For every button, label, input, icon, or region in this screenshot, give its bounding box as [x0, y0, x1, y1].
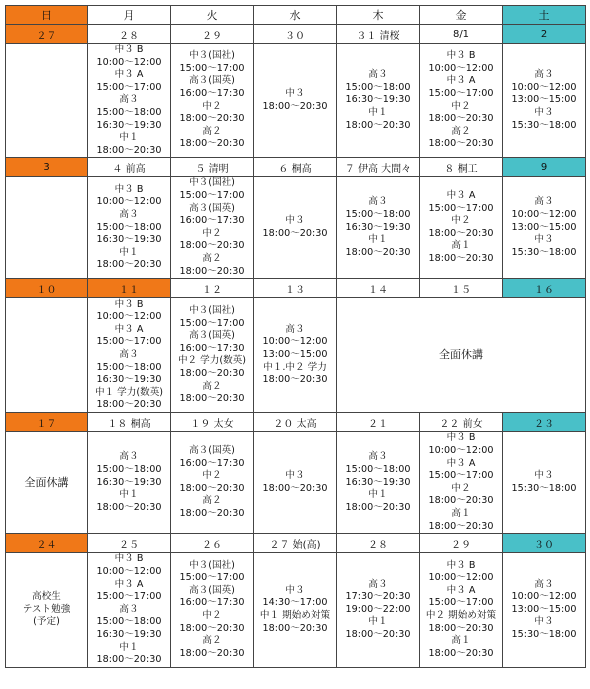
date-cell: １０	[6, 279, 88, 298]
date-cell: ３１ 清桜	[337, 25, 420, 44]
date-cell: ２０ 太高	[254, 413, 337, 432]
schedule-cell: 中３ A 15:00～17:00 中２ 18:00～20:30 高１ 18:00～20:30	[420, 177, 503, 279]
date-cell: ２６	[171, 534, 254, 553]
schedule-cell: 中３ 14:30～17:00 中１ 期始め対策 18:00～20:30	[254, 553, 337, 667]
weekday-thu: 木	[337, 6, 420, 25]
schedule-cell	[6, 44, 88, 158]
date-cell: １７	[6, 413, 88, 432]
date-cell: ５ 清明	[171, 158, 254, 177]
date-cell: １２	[171, 279, 254, 298]
date-cell: ２２ 前女	[420, 413, 503, 432]
schedule-row	[6, 177, 586, 279]
schedule-calendar	[5, 5, 586, 668]
date-cell: 3	[6, 158, 88, 177]
date-cell: ２８	[88, 25, 171, 44]
schedule-cell: 中３ 18:00～20:30	[254, 432, 337, 534]
date-cell: ２１	[337, 413, 420, 432]
schedule-cell: 高３ 15:00～18:00 16:30～19:30 中１ 18:00～20:30	[337, 44, 420, 158]
date-cell: ２４	[6, 534, 88, 553]
date-row	[6, 25, 586, 44]
schedule-cell	[6, 177, 88, 279]
date-cell: １３	[254, 279, 337, 298]
date-cell: ２７	[6, 25, 88, 44]
schedule-cell: 中３ B 10:00～12:00 中３ A 15:00～17:00 中２ 期始め対策 18:00～20:30 高１ 18:00～20:30	[420, 553, 503, 667]
date-cell: ２８	[337, 534, 420, 553]
weekday-fri: 金	[420, 6, 503, 25]
date-cell: 8/1	[420, 25, 503, 44]
schedule-cell: 高３ 10:00～12:00 13:00～15:00 中３ 15:30～18:00	[503, 177, 586, 279]
date-cell: ６ 桐高	[254, 158, 337, 177]
schedule-cell: 高３ 15:00～18:00 16:30～19:30 中１ 18:00～20:30	[337, 177, 420, 279]
date-cell: １８ 桐高	[88, 413, 171, 432]
date-row	[6, 534, 586, 553]
schedule-row	[6, 298, 586, 413]
date-cell: １６	[503, 279, 586, 298]
weekday-header-row	[6, 6, 586, 25]
date-cell: 9	[503, 158, 586, 177]
date-cell: ４ 前高	[88, 158, 171, 177]
date-cell: １４	[337, 279, 420, 298]
schedule-cell: 中３(国社) 15:00～17:00 高３(国英) 16:00～17:30 中２ 学力(数英) 18:00～20:30 高２ 18:00～20:30	[171, 298, 254, 413]
date-cell: １１	[88, 279, 171, 298]
schedule-cell: 中３ B 10:00～12:00 中３ A 15:00～17:00 中２ 18:00～20:30 高１ 18:00～20:30	[420, 432, 503, 534]
date-cell: １５	[420, 279, 503, 298]
closure-notice: 全面休講	[6, 432, 88, 534]
date-cell: ２９	[420, 534, 503, 553]
weekday-sun: 日	[6, 6, 88, 25]
date-cell: ２５	[88, 534, 171, 553]
schedule-cell: 中３(国社) 15:00～17:00 高３(国英) 16:00～17:30 中２ 18:00～20:30 高２ 18:00～20:30	[171, 553, 254, 667]
date-row	[6, 279, 586, 298]
date-cell: 2	[503, 25, 586, 44]
schedule-cell: 中３ B 10:00～12:00 中３ A 15:00～17:00 高３ 15:00～18:00 16:30～19:30 中１ 学力(数英) 18:00～20:30	[88, 298, 171, 413]
schedule-cell: 高３ 10:00～12:00 13:00～15:00 中３ 15:30～18:00	[503, 44, 586, 158]
schedule-cell: 高３ 10:00～12:00 13:00～15:00 中３ 15:30～18:00	[503, 553, 586, 667]
schedule-cell: 中３ B 10:00～12:00 中３ A 15:00～17:00 高３ 15:00～18:00 16:30～19:30 中１ 18:00～20:30	[88, 553, 171, 667]
schedule-cell: 中３ B 10:00～12:00 中３ A 15:00～17:00 中２ 18:00～20:30 高２ 18:00～20:30	[420, 44, 503, 158]
schedule-cell: 中３ 15:30～18:00	[503, 432, 586, 534]
weekday-sat: 土	[503, 6, 586, 25]
date-cell: ２７ 始(高)	[254, 534, 337, 553]
date-cell: ３０	[503, 534, 586, 553]
schedule-cell: 中３ B 10:00～12:00 中３ A 15:00～17:00 高３ 15:00～18:00 16:30～19:30 中１ 18:00～20:30	[88, 44, 171, 158]
schedule-cell: 中３(国社) 15:00～17:00 高３(国英) 16:00～17:30 中２ 18:00～20:30 高２ 18:00～20:30	[171, 44, 254, 158]
schedule-row	[6, 44, 586, 158]
date-cell: １９ 太女	[171, 413, 254, 432]
schedule-cell: 高３(国英) 16:00～17:30 中２ 18:00～20:30 高２ 18:00～20:30	[171, 432, 254, 534]
schedule-cell: 中３ 18:00～20:30	[254, 177, 337, 279]
schedule-cell: 高３ 15:00～18:00 16:30～19:30 中１ 18:00～20:30	[88, 432, 171, 534]
weekday-wed: 水	[254, 6, 337, 25]
date-cell: ８ 桐工	[420, 158, 503, 177]
schedule-row	[6, 432, 586, 534]
schedule-cell: 中３ B 10:00～12:00 高３ 15:00～18:00 16:30～19:30 中１ 18:00～20:30	[88, 177, 171, 279]
schedule-cell: 高３ 15:00～18:00 16:30～19:30 中１ 18:00～20:30	[337, 432, 420, 534]
date-cell: ２９	[171, 25, 254, 44]
schedule-row	[6, 553, 586, 667]
weekday-tue: 火	[171, 6, 254, 25]
schedule-cell: 中３(国社) 15:00～17:00 高３(国英) 16:00～17:30 中２ 18:00～20:30 高２ 18:00～20:30	[171, 177, 254, 279]
date-cell: ３０	[254, 25, 337, 44]
schedule-cell: 高３ 10:00～12:00 13:00～15:00 中１.中２ 学力 18:00～20:30	[254, 298, 337, 413]
date-cell: ２３	[503, 413, 586, 432]
date-row	[6, 158, 586, 177]
date-cell: ７ 伊高 大間々	[337, 158, 420, 177]
date-row	[6, 413, 586, 432]
schedule-cell: 中３ 18:00～20:30	[254, 44, 337, 158]
closure-notice: 全面休講	[337, 298, 586, 413]
schedule-cell	[6, 298, 88, 413]
schedule-cell: 高３ 17:30～20:30 19:00～22:00 中１ 18:00～20:30	[337, 553, 420, 667]
weekday-mon: 月	[88, 6, 171, 25]
test-study-note: 高校生 テスト勉強 (予定)	[6, 553, 88, 667]
